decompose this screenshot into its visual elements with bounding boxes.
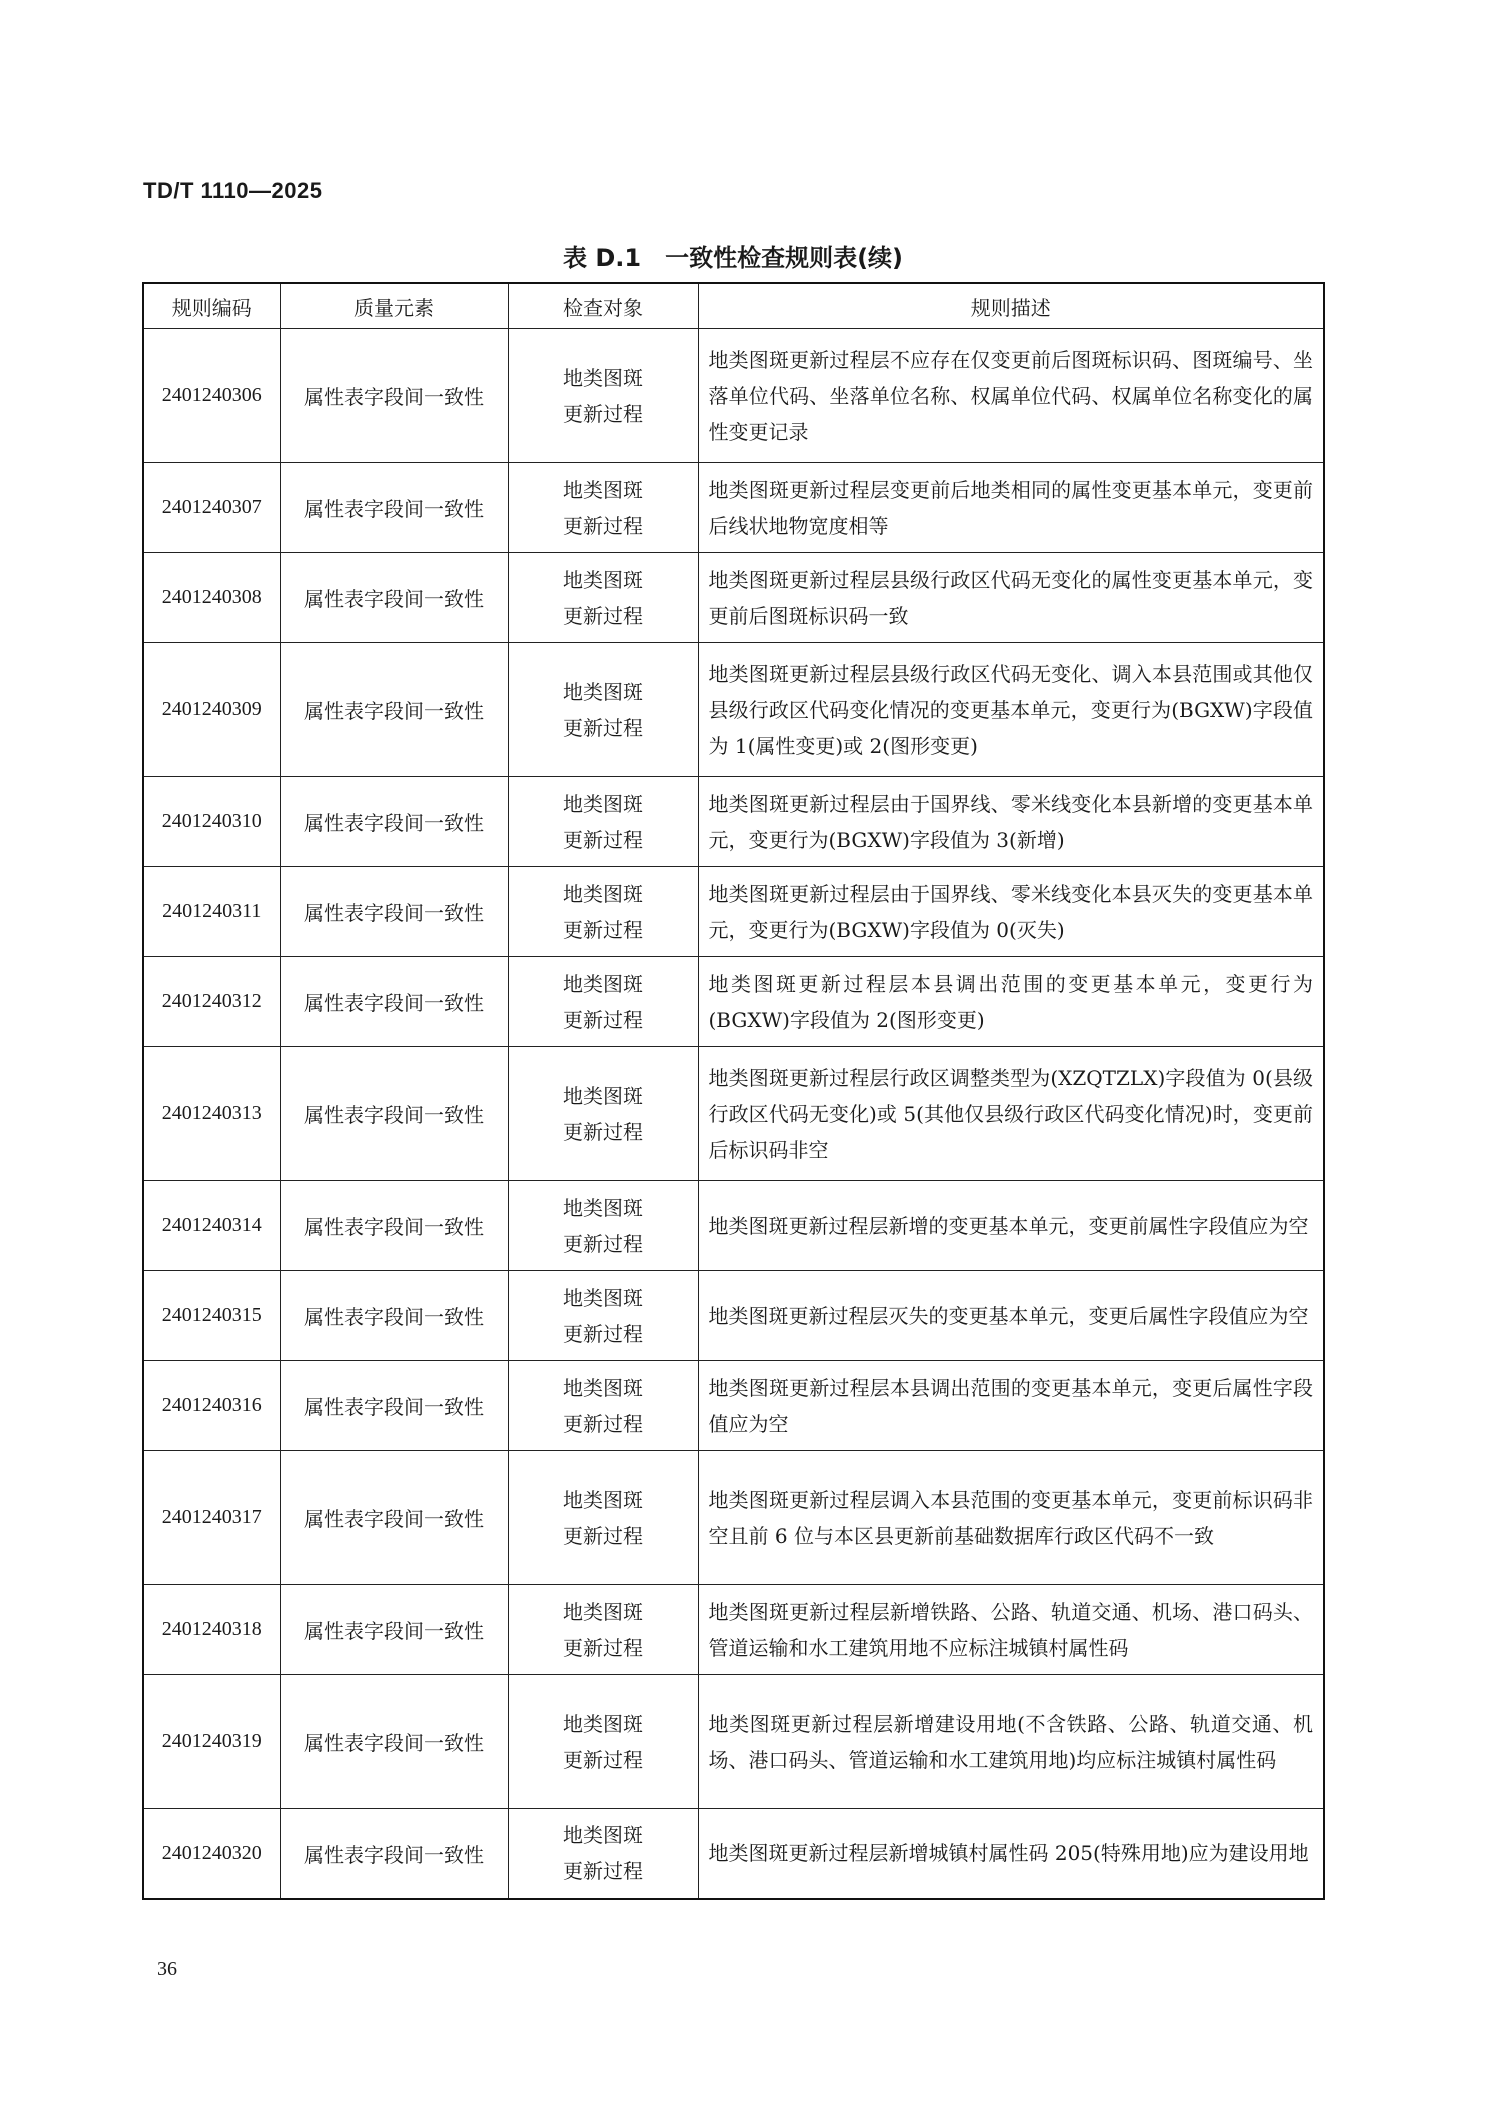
- check-object-line: 地类图斑: [563, 477, 643, 502]
- table-row: [143, 1451, 1324, 1585]
- check-object-line: 地类图斑: [563, 1823, 643, 1848]
- table-row: [143, 867, 1324, 957]
- table-row: [143, 1809, 1324, 1899]
- table-title: 表 D.1 一致性检查规则表(续): [562, 244, 904, 272]
- quality-element-cell: 属性表字段间一致性: [280, 1585, 508, 1675]
- rule-code-cell: 2401240318: [143, 1585, 280, 1675]
- check-object-cell: [508, 553, 698, 643]
- check-object-line: 地类图斑: [563, 365, 643, 390]
- rule-code-cell: 2401240319: [143, 1675, 280, 1809]
- check-object-line: 地类图斑: [563, 1711, 643, 1736]
- table-row: [143, 1585, 1324, 1675]
- table-header-row: [143, 283, 1324, 329]
- rule-description-cell: 地类图斑更新过程层行政区调整类型为(XZQTZLX)字段值为 0(县级行政区代码无变化)或 5(其他仅县级行政区代码变化情况)时，变更前后标识码非空: [698, 1047, 1324, 1181]
- quality-element-cell: 属性表字段间一致性: [280, 1181, 508, 1271]
- check-object-line: 地类图斑: [563, 1083, 643, 1108]
- table-row: [143, 777, 1324, 867]
- rule-description-cell: 地类图斑更新过程层调入本县范围的变更基本单元，变更前标识码非空且前 6 位与本区县更新前基础数据库行政区代码不一致: [698, 1451, 1324, 1585]
- check-object-line: 地类图斑: [563, 1375, 643, 1400]
- quality-element-cell: 属性表字段间一致性: [280, 1809, 508, 1899]
- quality-element-cell: 属性表字段间一致性: [280, 957, 508, 1047]
- check-object-line: 更新过程: [563, 1747, 643, 1772]
- rule-code-cell: 2401240320: [143, 1809, 280, 1899]
- table-row: [143, 1271, 1324, 1361]
- quality-element-cell: 属性表字段间一致性: [280, 1271, 508, 1361]
- rule-code-cell: 2401240311: [143, 867, 280, 957]
- check-object-cell: [508, 777, 698, 867]
- check-object-line: 地类图斑: [563, 1285, 643, 1310]
- rule-code-cell: 2401240314: [143, 1181, 280, 1271]
- check-object-line: 更新过程: [563, 603, 643, 628]
- rule-code-cell: 2401240315: [143, 1271, 280, 1361]
- document-code: TD/T 1110—2025: [143, 178, 323, 203]
- rule-description-cell: 地类图斑更新过程层由于国界线、零米线变化本县灭失的变更基本单元，变更行为(BGXW)字段值为 0(灭失): [698, 867, 1324, 957]
- rule-code-cell: 2401240312: [143, 957, 280, 1047]
- check-object-cell: [508, 1585, 698, 1675]
- check-object-line: 更新过程: [563, 1635, 643, 1660]
- check-object-line: 更新过程: [563, 513, 643, 538]
- check-object-line: 更新过程: [563, 715, 643, 740]
- quality-element-cell: 属性表字段间一致性: [280, 777, 508, 867]
- check-object-line: 更新过程: [563, 1231, 643, 1256]
- check-object-line: 更新过程: [563, 401, 643, 426]
- check-object-line: 地类图斑: [563, 791, 643, 816]
- check-object-line: 更新过程: [563, 1411, 643, 1436]
- table-row: [143, 1675, 1324, 1809]
- table-row: [143, 1181, 1324, 1271]
- table-row: [143, 1047, 1324, 1181]
- rule-description-cell: 地类图斑更新过程层变更前后地类相同的属性变更基本单元，变更前后线状地物宽度相等: [698, 463, 1324, 553]
- check-object-cell: [508, 1181, 698, 1271]
- check-object-line: 更新过程: [563, 1007, 643, 1032]
- quality-element-cell: 属性表字段间一致性: [280, 329, 508, 463]
- quality-element-cell: 属性表字段间一致性: [280, 1361, 508, 1451]
- rule-description-cell: 地类图斑更新过程层不应存在仅变更前后图斑标识码、图斑编号、坐落单位代码、坐落单位名称、权属单位代码、权属单位名称变化的属性变更记录: [698, 329, 1324, 463]
- table-row: [143, 329, 1324, 463]
- header-rule-code: 规则编码: [143, 283, 280, 329]
- rule-description-cell: 地类图斑更新过程层新增的变更基本单元，变更前属性字段值应为空: [698, 1181, 1324, 1271]
- check-object-line: 地类图斑: [563, 971, 643, 996]
- check-object-cell: [508, 1451, 698, 1585]
- check-object-line: 更新过程: [563, 917, 643, 942]
- rule-description-cell: 地类图斑更新过程层新增铁路、公路、轨道交通、机场、港口码头、管道运输和水工建筑用地不应标注城镇村属性码: [698, 1585, 1324, 1675]
- check-object-line: 更新过程: [563, 1119, 643, 1144]
- rule-code-cell: 2401240310: [143, 777, 280, 867]
- rule-description-cell: 地类图斑更新过程层由于国界线、零米线变化本县新增的变更基本单元，变更行为(BGXW)字段值为 3(新增): [698, 777, 1324, 867]
- header-rule-description: 规则描述: [698, 283, 1324, 329]
- table-row: [143, 1361, 1324, 1451]
- quality-element-cell: 属性表字段间一致性: [280, 867, 508, 957]
- check-object-line: 地类图斑: [563, 881, 643, 906]
- check-object-line: 地类图斑: [563, 1487, 643, 1512]
- quality-element-cell: 属性表字段间一致性: [280, 643, 508, 777]
- check-object-cell: [508, 957, 698, 1047]
- check-object-line: 地类图斑: [563, 679, 643, 704]
- check-object-line: 更新过程: [563, 1859, 643, 1884]
- rule-description-cell: 地类图斑更新过程层灭失的变更基本单元，变更后属性字段值应为空: [698, 1271, 1324, 1361]
- check-object-cell: [508, 867, 698, 957]
- check-object-line: 地类图斑: [563, 1195, 643, 1220]
- check-object-cell: [508, 643, 698, 777]
- quality-element-cell: 属性表字段间一致性: [280, 463, 508, 553]
- check-object-cell: [508, 329, 698, 463]
- rule-description-cell: 地类图斑更新过程层新增建设用地(不含铁路、公路、轨道交通、机场、港口码头、管道运输和水工建筑用地)均应标注城镇村属性码: [698, 1675, 1324, 1809]
- table-row: [143, 463, 1324, 553]
- rule-description-cell: 地类图斑更新过程层新增城镇村属性码 205(特殊用地)应为建设用地: [698, 1809, 1324, 1899]
- rule-description-cell: 地类图斑更新过程层县级行政区代码无变化的属性变更基本单元，变更前后图斑标识码一致: [698, 553, 1324, 643]
- quality-element-cell: 属性表字段间一致性: [280, 1675, 508, 1809]
- rule-code-cell: 2401240308: [143, 553, 280, 643]
- quality-element-cell: 属性表字段间一致性: [280, 1047, 508, 1181]
- rule-code-cell: 2401240317: [143, 1451, 280, 1585]
- rule-code-cell: 2401240316: [143, 1361, 280, 1451]
- page-number: 36: [157, 1958, 177, 1980]
- rule-description-cell: 地类图斑更新过程层县级行政区代码无变化、调入本县范围或其他仅县级行政区代码变化情况的变更基本单元，变更行为(BGXW)字段值为 1(属性变更)或 2(图形变更): [698, 643, 1324, 777]
- check-object-cell: [508, 1809, 698, 1899]
- rule-description-cell: 地类图斑更新过程层本县调出范围的变更基本单元，变更行为(BGXW)字段值为 2(图形变更): [698, 957, 1324, 1047]
- check-object-line: 更新过程: [563, 1523, 643, 1548]
- rules-table: [142, 282, 1325, 1900]
- rule-code-cell: 2401240307: [143, 463, 280, 553]
- check-object-cell: [508, 1361, 698, 1451]
- quality-element-cell: 属性表字段间一致性: [280, 1451, 508, 1585]
- quality-element-cell: 属性表字段间一致性: [280, 553, 508, 643]
- check-object-line: 更新过程: [563, 1321, 643, 1346]
- header-quality-element: 质量元素: [280, 283, 508, 329]
- check-object-cell: [508, 463, 698, 553]
- rule-code-cell: 2401240306: [143, 329, 280, 463]
- check-object-line: 更新过程: [563, 827, 643, 852]
- rule-code-cell: 2401240313: [143, 1047, 280, 1181]
- table-row: [143, 643, 1324, 777]
- check-object-line: 地类图斑: [563, 567, 643, 592]
- check-object-line: 地类图斑: [563, 1599, 643, 1624]
- table-row: [143, 957, 1324, 1047]
- check-object-cell: [508, 1047, 698, 1181]
- rule-description-cell: 地类图斑更新过程层本县调出范围的变更基本单元，变更后属性字段值应为空: [698, 1361, 1324, 1451]
- header-check-object: 检查对象: [508, 283, 698, 329]
- table-row: [143, 553, 1324, 643]
- check-object-cell: [508, 1675, 698, 1809]
- rule-code-cell: 2401240309: [143, 643, 280, 777]
- check-object-cell: [508, 1271, 698, 1361]
